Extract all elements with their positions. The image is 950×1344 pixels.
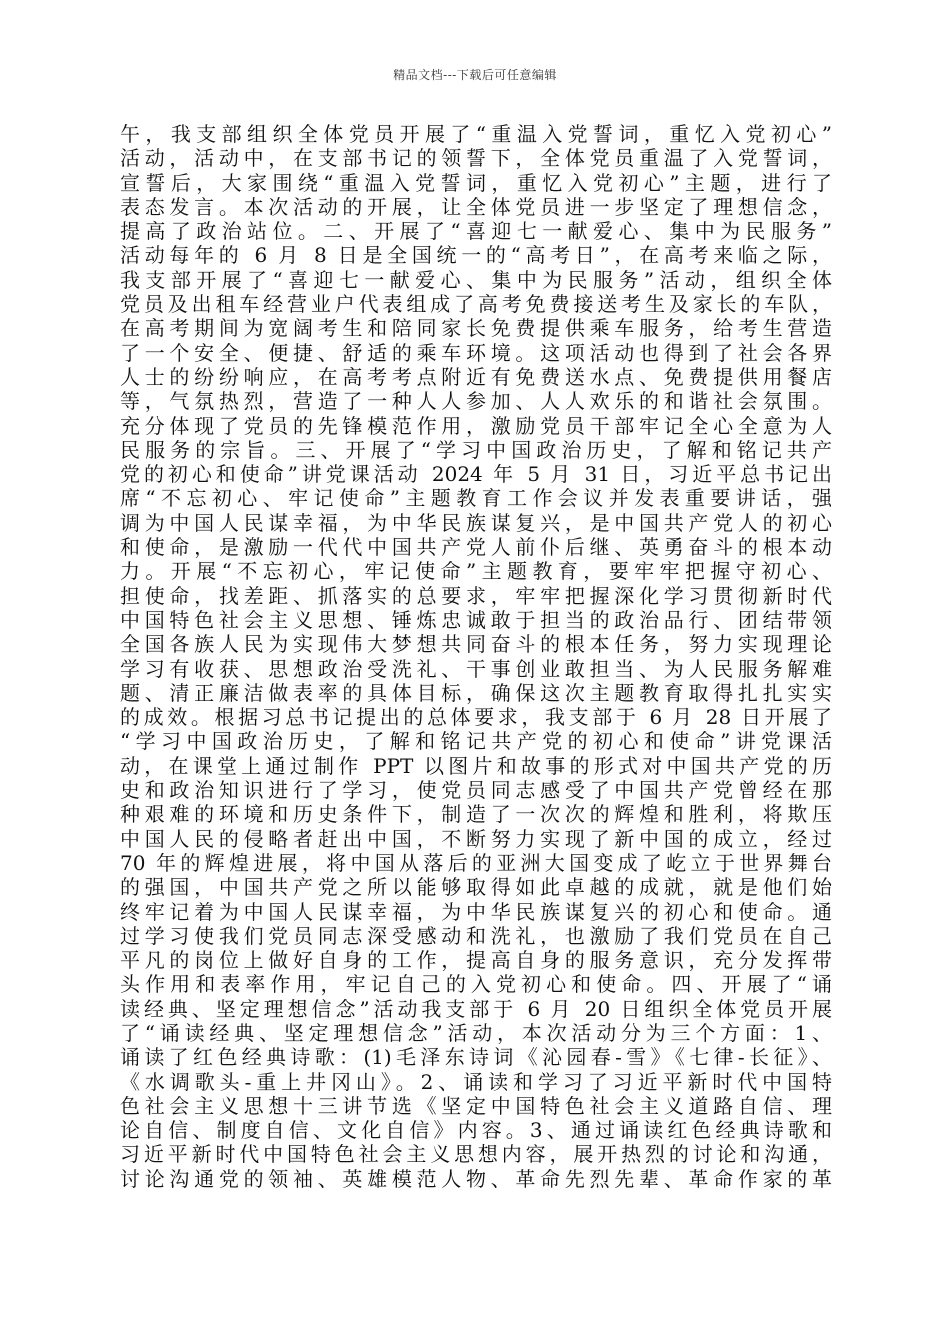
body-line: 史和政治知识进行了学习，使党员同志感受了中国共产党曾经在那	[120, 778, 832, 803]
body-line: 席“不忘初心、牢记使命”主题教育工作会议并发表重要讲话，强	[120, 486, 832, 511]
body-line: 学习有收获、思想政治受洗礼、干事创业敢担当、为人民服务解难	[120, 656, 832, 681]
body-line: 70 年的辉煌进展，将中国从落后的亚洲大国变成了屹立于世界舞台	[120, 850, 832, 875]
body-line: 种艰难的环境和历史条件下，制造了一次次的辉煌和胜利，将欺压	[120, 802, 832, 827]
body-line: 题、清正廉洁做表率的具体目标，确保这次主题教育取得扎扎实实	[120, 680, 832, 705]
body-line: 终牢记着为中国人民谋幸福，为中华民族谋复兴的初心和使命。通	[120, 899, 832, 924]
body-line: 民服务的宗旨。三、开展了“学习中国政治历史，了解和铭记共产	[120, 437, 832, 462]
body-line: 担使命，找差距、抓落实的总要求，牢牢把握深化学习贯彻新时代	[120, 583, 832, 608]
body-line: 《水调歌头-重上井冈山》。2、诵读和学习了习近平新时代中国特	[120, 1069, 832, 1094]
body-line: 提高了政治站位。二、开展了“喜迎七一献爱心、集中为民服务”	[120, 219, 832, 244]
body-line: 午，我支部组织全体党员开展了“重温入党誓词，重忆入党初心”	[120, 122, 832, 146]
body-line: 平凡的岗位上做好自身的工作，提高自身的服务意识，充分发挥带	[120, 948, 832, 973]
body-line: 党的初心和使命”讲党课活动 2024 年 5 月 31 日，习近平总书记出	[120, 462, 832, 487]
body-line: 的成效。根据习总书记提出的总体要求，我支部于 6 月 28 日开展了	[120, 705, 832, 730]
body-line: 活动，活动中，在支部书记的领誓下，全体党员重温了入党誓词，	[120, 146, 832, 171]
body-line: 人士的纷纷响应，在高考考点附近有免费送水点、免费提供用餐店	[120, 364, 832, 389]
body-line: 了“诵读经典、坚定理想信念”活动，本次活动分为三个方面：1、	[120, 1020, 832, 1045]
body-line: 论自信、制度自信、文化自信》内容。3、通过诵读红色经典诗歌和	[120, 1118, 832, 1143]
body-line: 充分体现了党员的先锋模范作用，激励党员干部牢记全心全意为人	[120, 413, 832, 438]
body-text	[120, 122, 832, 1191]
body-line: 头作用和表率作用，牢记自己的入党初心和使命。四、开展了“诵	[120, 972, 832, 997]
body-line: 我支部开展了“喜迎七一献爱心、集中为民服务”活动，组织全体	[120, 267, 832, 292]
body-line: 和使命，是激励一代代中国共产党人前仆后继、英勇奋斗的根本动	[120, 535, 832, 560]
body-line: 色社会主义思想十三讲节选《坚定中国特色社会主义道路自信、理	[120, 1093, 832, 1118]
body-line: “学习中国政治历史，了解和铭记共产党的初心和使命”讲党课活	[120, 729, 832, 754]
body-line: 全国各族人民为实现伟大梦想共同奋斗的根本任务，努力实现理论	[120, 632, 832, 657]
body-line: 诵读了红色经典诗歌：(1)毛泽东诗词《沁园春-雪》《七律-长征》、	[120, 1045, 832, 1070]
body-line: 中国人民的侵略者赶出中国，不断努力实现了新中国的成立，经过	[120, 826, 832, 851]
body-line: 党员及出租车经营业户代表组成了高考免费接送考生及家长的车队，	[120, 292, 832, 317]
body-line: 在高考期间为宽阔考生和陪同家长免费提供乘车服务，给考生营造	[120, 316, 832, 341]
body-line: 调为中国人民谋幸福，为中华民族谋复兴，是中国共产党人的初心	[120, 510, 832, 535]
body-line: 力。开展“不忘初心，牢记使命”主题教育，要牢牢把握守初心、	[120, 559, 832, 584]
body-line: 习近平新时代中国特色社会主义思想内容，展开热烈的讨论和沟通，	[120, 1142, 832, 1167]
body-line: 宣誓后，大家围绕“重温入党誓词，重忆入党初心”主题，进行了	[120, 170, 832, 195]
body-line: 的强国，中国共产党之所以能够取得如此卓越的成就，就是他们始	[120, 875, 832, 900]
body-line: 活动每年的 6 月 8 日是全国统一的“高考日”，在高考来临之际，	[120, 243, 832, 268]
body-line: 讨论沟通党的领袖、英雄模范人物、革命先烈先辈、革命作家的革	[120, 1166, 832, 1191]
body-line: 了一个安全、便捷、舒适的乘车环境。这项活动也得到了社会各界	[120, 340, 832, 365]
page-header: 精品文档---下载后可任意编辑	[393, 68, 557, 82]
body-line: 过学习使我们党员同志深受感动和洗礼，也激励了我们党员在自己	[120, 923, 832, 948]
body-line: 表态发言。本次活动的开展，让全体党员进一步坚定了理想信念，	[120, 194, 832, 219]
body-line: 等，气氛热烈，营造了一种人人参加、人人欢乐的和谐社会氛围。	[120, 389, 832, 414]
body-line: 中国特色社会主义思想、锤炼忠诚敢于担当的政治品行、团结带领	[120, 607, 832, 632]
body-line: 动，在课堂上通过制作 PPT 以图片和故事的形式对中国共产党的历	[120, 753, 832, 778]
body-line: 读经典、坚定理想信念”活动我支部于 6 月 20 日组织全体党员开展	[120, 996, 832, 1021]
